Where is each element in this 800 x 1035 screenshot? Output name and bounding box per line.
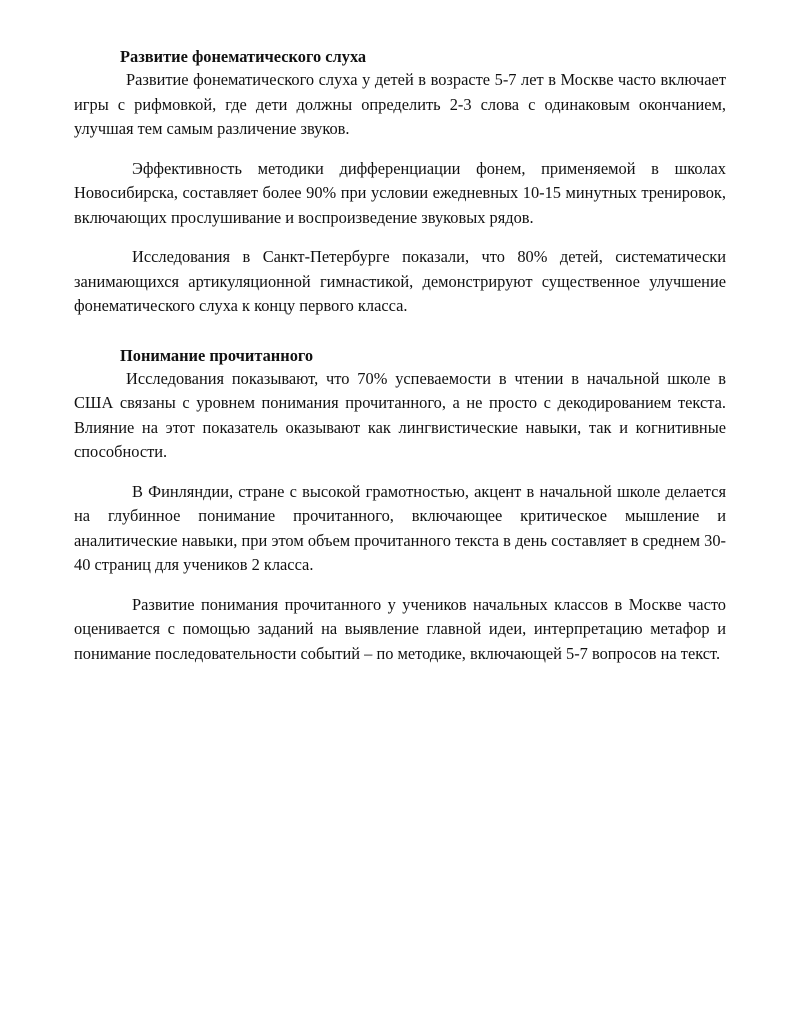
paragraph: В Финляндии, стране с высокой грамотностью, акцент в начальной школе делается на глубинное понимание прочитанного, включающее критическое мышление и аналитические навыки, при этом объем прочитанного текста в день составляет в среднем 30-40 страниц для учеников 2 класса. — [74, 481, 726, 574]
paragraph: Развитие понимания прочитанного у учеников начальных классов в Москве часто оценивается с помощью заданий на выявление главной идеи, интерпретацию метафор и понимание последовательности событий – по методике, включающей 5-7 вопросов на текст. — [74, 594, 726, 663]
paragraph: Исследования в Санкт-Петербурге показали, что 80% детей, систематически занимающихся артикуляционной гимнастикой, демонстрируют существенное улучшение фонематического слуха к концу первого класса. — [74, 247, 726, 315]
paragraph: Исследования показывают, что 70% успеваемости в чтении в начальной школе в США связаны с уровнем понимания прочитанного, а не просто с декодированием текста. Влияние на этот показатель оказывают как лингвистические навыки, так и когнитивные способности. — [74, 368, 726, 461]
paragraph: Эффективность методики дифференциации фонем, применяемой в школах Новосибирска, составляет более 90% при условии ежедневных 10-15 минутных тренировок, включающих прослушивание и воспроизведение звуковых рядов. — [74, 158, 726, 227]
paragraph: Развитие фонематического слуха у детей в возрасте 5-7 лет в Москве часто включает игры с рифмовкой, где дети должны определить 2-3 слова с одинаковым окончанием, улучшая тем самым различение звуков. — [74, 70, 726, 138]
section-heading-phonemic-hearing: Развитие фонематического слуха — [120, 47, 367, 66]
section-heading-reading-comprehension: Понимание прочитанного — [120, 345, 314, 365]
document-page — [74, 46, 726, 666]
